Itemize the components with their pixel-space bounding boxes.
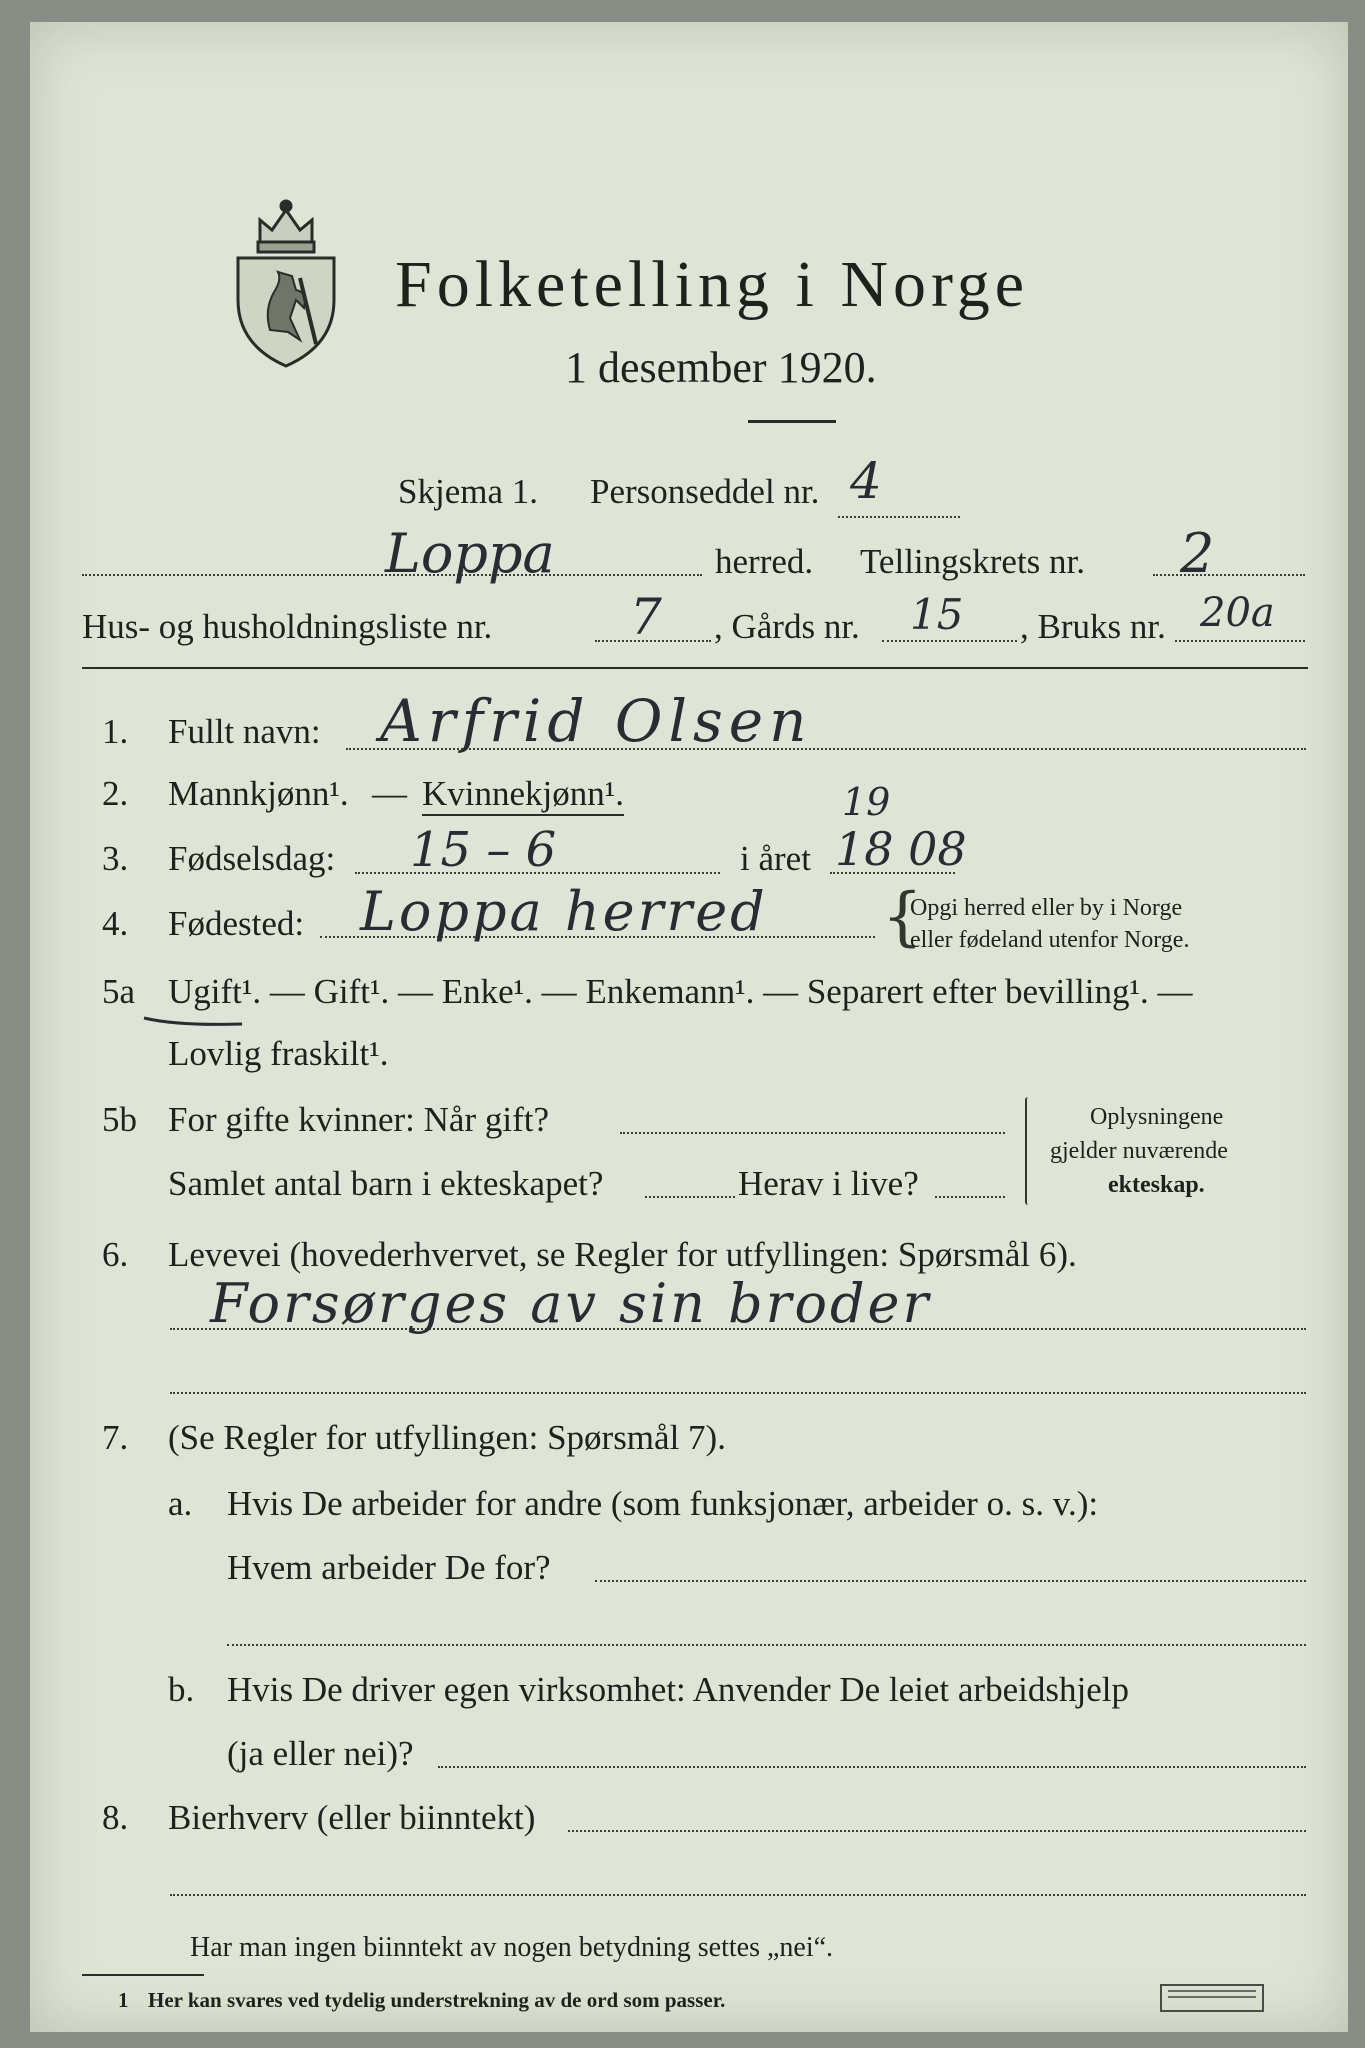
tellingskrets-value: 2 [1180, 522, 1215, 585]
q5a-number: 5a [102, 972, 136, 1011]
bruks-label: , Bruks nr. [1020, 607, 1166, 646]
form-title: Folketelling i Norge [395, 248, 1030, 321]
q5b-children-label: Samlet antal barn i ekteskapet? [168, 1164, 604, 1203]
q5b-married-when-line [620, 1132, 1005, 1134]
q7-number: 7. [102, 1418, 129, 1457]
tellingskrets-label: Tellingskrets nr. [860, 542, 1086, 581]
q6-number: 6. [102, 1235, 129, 1274]
q2-female-option-underlined: Kvinnekjønn¹. [422, 774, 624, 816]
bruks-value: 20a [1200, 590, 1275, 636]
q4-birthplace-value: Loppa herred [360, 880, 768, 943]
personseddel-line [838, 516, 960, 518]
herred-value: Loppa [385, 522, 555, 585]
bruks-line [1175, 640, 1305, 642]
footnote-divider [82, 1974, 204, 1976]
q5a-ugift-underline-mark [138, 1014, 248, 1034]
husholdningsliste-label: Hus- og husholdningsliste nr. [82, 607, 493, 646]
q5b-note-line1: Oplysningene [1090, 1104, 1224, 1130]
q6-line2 [170, 1392, 1306, 1394]
footnote-text: Her kan svares ved tydelig understrekning av de ord som passer. [148, 1988, 726, 2012]
q3-birthday-value: 15 – 6 [410, 822, 557, 878]
q1-number: 1. [102, 712, 129, 751]
q7a-answer-line1 [595, 1580, 1306, 1582]
printer-stamp [1160, 1984, 1264, 2012]
header-divider [82, 667, 1308, 669]
q5b-note-line2: gjelder nuværende [1050, 1138, 1228, 1164]
q4-brace: { [882, 880, 923, 954]
q7a-line2: Hvem arbeider De for? [227, 1548, 551, 1587]
q2-dash: — [372, 774, 407, 813]
q7b-answer-line [438, 1766, 1306, 1768]
q5b-alive-line [935, 1196, 1005, 1198]
q3-year-label: i året [740, 839, 811, 878]
personseddel-label: Personseddel nr. [590, 472, 820, 511]
q7a-letter: a. [168, 1484, 193, 1523]
norwegian-coat-of-arms-icon [230, 180, 342, 370]
q7a-answer-line2 [227, 1644, 1306, 1646]
q6-label: Levevei (hovederhvervet, se Regler for utfyllingen: Spørsmål 6). [168, 1235, 1077, 1274]
husholdningsliste-value: 7 [630, 588, 662, 646]
q4-note-line1: Opgi herred eller by i Norge [910, 895, 1183, 921]
q8-label: Bierhverv (eller biinntekt) [168, 1798, 536, 1837]
herred-label: herred. [715, 542, 814, 581]
q1-full-name-value: Arfrid Olsen [380, 687, 813, 755]
q4-label: Fødested: [168, 904, 305, 943]
gards-value: 15 [910, 590, 964, 639]
q5b-note-line3: ekteskap. [1108, 1172, 1205, 1198]
q4-number: 4. [102, 904, 129, 943]
q8-answer-line1 [568, 1830, 1306, 1832]
q8-number: 8. [102, 1798, 129, 1837]
q5b-married-when-label: For gifte kvinner: Når gift? [168, 1100, 550, 1139]
q5a-options-line1: Ugift¹. — Gift¹. — Enke¹. — Enkemann¹. — Separert efter bevilling¹. — [168, 972, 1193, 1011]
q5a-options-line2: Lovlig fraskilt¹. [168, 1034, 389, 1073]
q2-male-option: Mannkjønn¹. [168, 774, 349, 813]
q1-label: Fullt navn: [168, 712, 321, 751]
q3-year-value: 18 08 [835, 822, 967, 876]
q3-year-correction: 19 [842, 780, 891, 824]
q2-number: 2. [102, 774, 129, 813]
gards-line [882, 640, 1017, 642]
footnote-number: 1 [118, 1988, 129, 2012]
q5b-alive-label: Herav i live? [738, 1164, 919, 1203]
tellingskrets-line [1153, 574, 1305, 576]
q3-number: 3. [102, 839, 129, 878]
gards-label: , Gårds nr. [714, 607, 860, 646]
q8-answer-line2 [170, 1894, 1306, 1896]
q7b-line2: (ja eller nei)? [227, 1734, 414, 1773]
q7-label: (Se Regler for utfyllingen: Spørsmål 7). [168, 1418, 726, 1457]
q4-note-line2: eller fødeland utenfor Norge. [910, 927, 1190, 953]
q6-occupation-value: Forsørges av sin broder [210, 1272, 932, 1335]
skjema-label: Skjema 1. [398, 472, 538, 511]
q7a-line1: Hvis De arbeider for andre (som funksjonær, arbeider o. s. v.): [227, 1484, 1099, 1523]
q7b-letter: b. [168, 1670, 195, 1709]
no-income-note: Har man ingen biinntekt av nogen betydning settes „nei“. [190, 1932, 834, 1963]
q7b-line1: Hvis De driver egen virksomhet: Anvender De leiet arbeidshjelp [227, 1670, 1129, 1709]
q5b-number: 5b [102, 1100, 137, 1139]
q5b-children-line [645, 1196, 735, 1198]
q5b-bracket [1025, 1097, 1031, 1205]
census-form-sheet [30, 22, 1348, 2032]
q3-label: Fødselsdag: [168, 839, 336, 878]
title-divider [748, 420, 836, 423]
census-date: 1 desember 1920. [565, 343, 877, 392]
personseddel-value: 4 [850, 452, 882, 510]
